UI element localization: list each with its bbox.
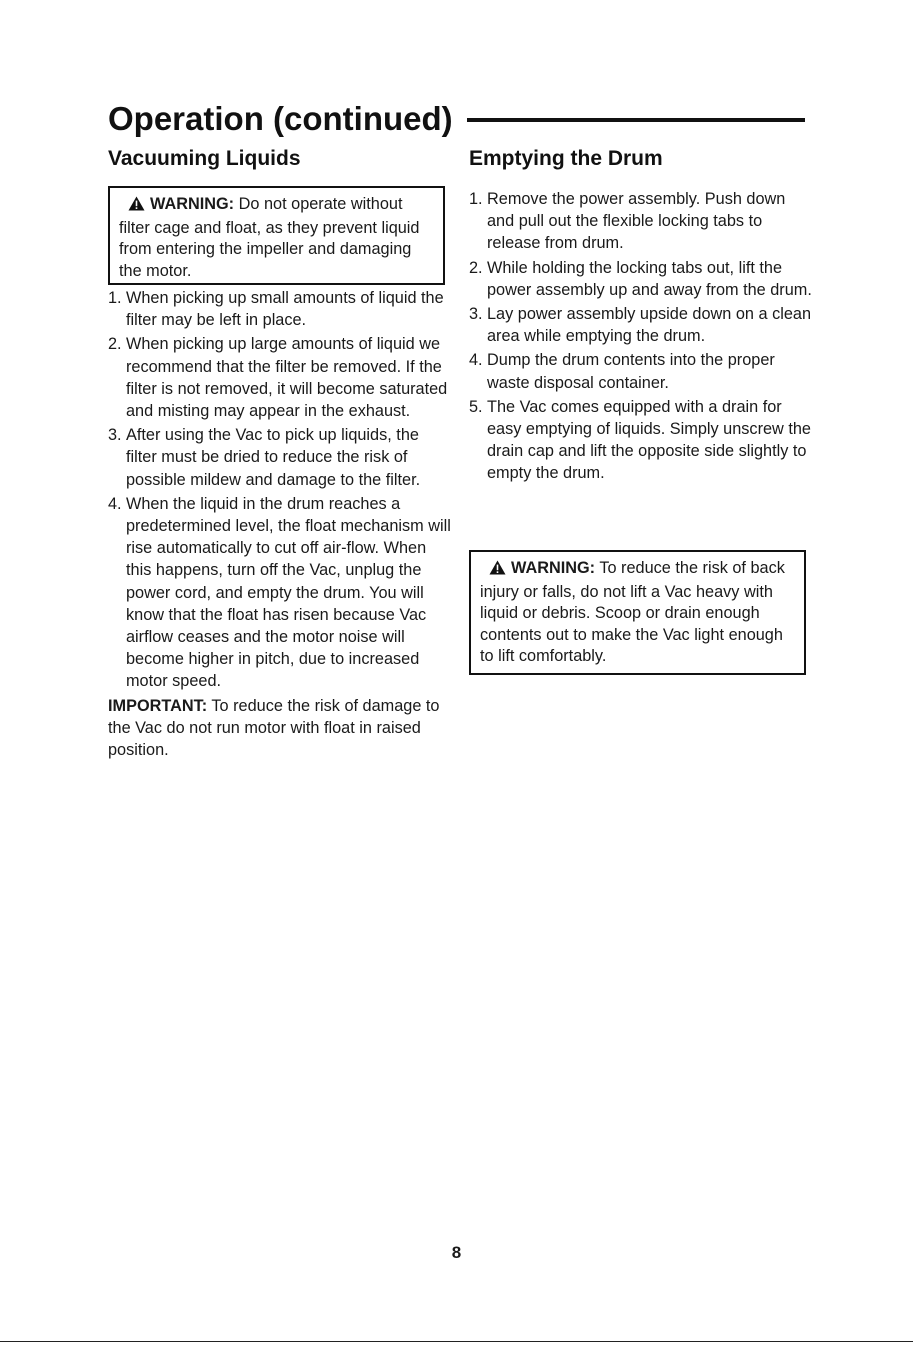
important-text: To reduce the risk of damage to the Vac do not run motor with float in raised position. (108, 696, 440, 760)
step-text: When the liquid in the drum reaches a predetermined level, the float mechanism will rise automatically to cut off air-flow. When this happens, turn off the Vac, unplug the power cord, and empty the drum. You will know that the float has risen because Vac airflow ceases and the motor noise will become higher in pitch, due to increased motor speed. (126, 494, 451, 691)
warning-text: Do not operate without filter cage and float, as they prevent liquid from entering the impeller and damaging the motor. (119, 195, 420, 280)
warning-label: WARNING: (150, 195, 235, 213)
step-number: 1. (469, 190, 483, 208)
left-column (108, 287, 453, 761)
warning-box-lifting (469, 550, 806, 675)
step-number: 1. (108, 289, 122, 307)
step-text: Remove the power assembly. Push down and pull out the flexible locking tabs to release from drum. (487, 190, 786, 253)
step-text: While holding the locking tabs out, lift the power assembly up and away from the drum. (487, 258, 812, 299)
emptying-steps-list (469, 188, 814, 485)
step-number: 2. (108, 335, 122, 354)
warning-label: WARNING: (511, 559, 596, 577)
section-title-vacuuming-liquids: Vacuuming Liquids (108, 147, 301, 170)
title-rule (467, 118, 805, 122)
step-number: 4. (108, 494, 122, 513)
list-item (469, 303, 814, 347)
list-item (469, 396, 814, 485)
list-item (108, 424, 453, 491)
step-text: When picking up small amounts of liquid the filter may be left in place. (126, 289, 444, 330)
vacuuming-steps-list (108, 287, 453, 693)
list-item (469, 188, 814, 255)
warning-box-filter (108, 186, 445, 285)
step-number: 5. (469, 397, 483, 416)
step-number: 3. (108, 426, 122, 445)
page-title: Operation (continued) (108, 100, 453, 137)
list-item (108, 287, 453, 331)
bottom-divider (0, 1341, 913, 1342)
step-text: After using the Vac to pick up liquids, the filter must be dried to reduce the risk of possible mildew and damage to the filter. (126, 426, 421, 489)
list-item (108, 333, 453, 422)
important-note (108, 695, 453, 762)
step-number: 4. (469, 351, 483, 370)
step-text: When picking up large amounts of liquid we recommend that the filter be removed. If the filter is not removed, it will become saturated and misting may appear in the exhaust. (126, 335, 448, 421)
important-label: IMPORTANT: (108, 696, 208, 715)
step-number: 3. (469, 305, 483, 324)
step-number: 2. (469, 258, 483, 277)
list-item (469, 349, 814, 393)
list-item (108, 493, 453, 693)
step-text: Lay power assembly upside down on a clean area while emptying the drum. (487, 305, 812, 346)
step-text: Dump the drum contents into the proper waste disposal container. (487, 351, 775, 392)
section-title-emptying-drum: Emptying the Drum (469, 147, 663, 170)
list-item (469, 257, 814, 301)
warning-triangle-icon (489, 560, 506, 582)
page-number: 8 (451, 1243, 462, 1262)
right-column (469, 188, 814, 487)
warning-triangle-icon (128, 196, 145, 218)
warning-text: To reduce the risk of back injury or falls, do not lift a Vac heavy with liquid or debris. Scoop or drain enough contents out to make the Vac light enough to lift comfortably. (480, 559, 785, 665)
step-text: The Vac comes equipped with a drain for easy emptying of liquids. Simply unscrew the drain cap and lift the opposite side slightly to empty the drum. (487, 397, 811, 483)
